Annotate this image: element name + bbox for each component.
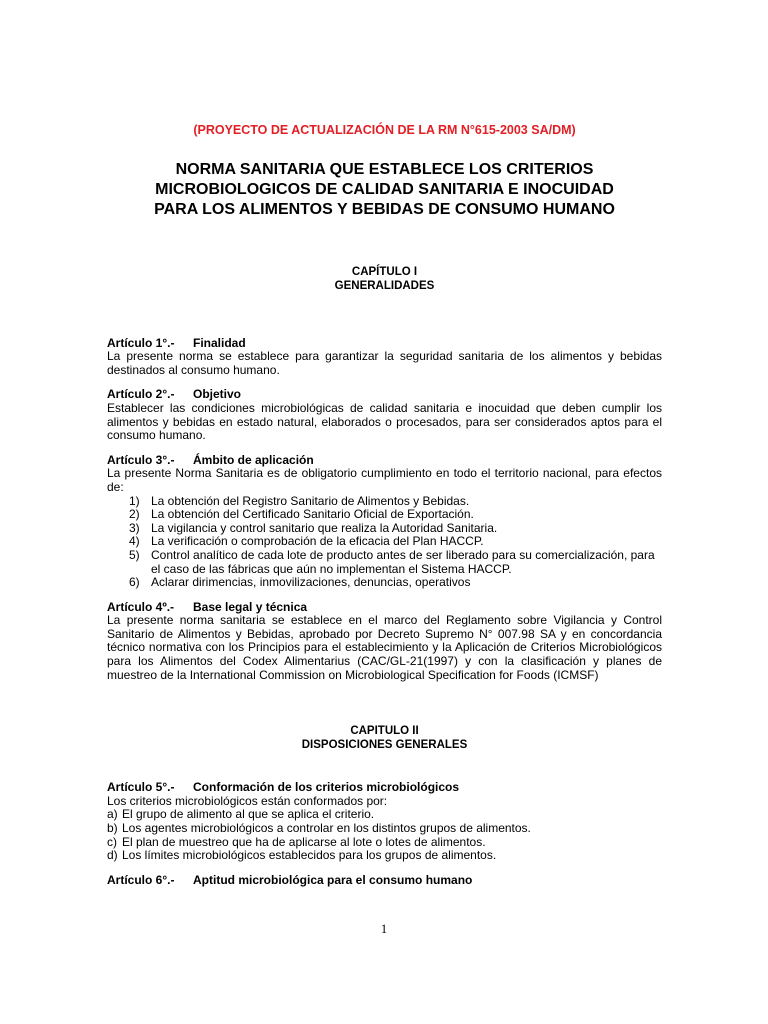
article-title: Conformación de los criterios microbiológicos [193, 780, 460, 795]
list-item-text: Los agentes microbiológicos a controlar en los distintos grupos de alimentos. [122, 821, 531, 836]
list-marker: 4) [129, 534, 140, 549]
numbered-list [107, 495, 662, 590]
chapter-title: DISPOSICIONES GENERALES [301, 739, 468, 752]
article-heading [107, 388, 662, 402]
article-text: La presente Norma Sanitaria es de obligatorio cumplimiento en todo el territorio nacional, para efectos de: [107, 466, 662, 494]
article-number: Artículo 3°.- [107, 452, 175, 467]
article-text: Los criterios microbiológicos están conformados por: [107, 793, 388, 808]
list-marker: 2) [129, 507, 140, 522]
list-item [107, 808, 662, 822]
list-item [107, 549, 662, 576]
page-content [107, 124, 662, 898]
main-title-line: MICROBIOLOGICOS DE CALIDAD SANITARIA E INOCUIDAD [155, 180, 614, 198]
list-item [107, 822, 662, 836]
list-item-text: Control analítico de cada lote de producto antes de ser liberado para su comercialización, para el caso de las fábricas que aún no implementan el Sistema HACCP. [151, 547, 655, 576]
article-heading [107, 454, 662, 468]
list-item-text: El grupo de alimento al que se aplica el criterio. [122, 807, 375, 822]
chapter-number: CAPITULO II [350, 725, 419, 738]
chapter-title: GENERALIDADES [334, 279, 435, 292]
list-item [107, 576, 662, 590]
article-title: Ámbito de aplicación [193, 452, 314, 467]
article-number: Artículo 1°.- [107, 335, 175, 350]
article-title: Aptitud microbiológica para el consumo humano [193, 872, 473, 887]
main-title-line: NORMA SANITARIA QUE ESTABLECE LOS CRITERIOS [175, 160, 594, 178]
article-heading [107, 874, 662, 888]
list-marker: 1) [129, 493, 140, 508]
article-2 [107, 388, 662, 442]
main-title-line: PARA LOS ALIMENTOS Y BEBIDAS DE CONSUMO HUMANO [154, 200, 615, 218]
list-item-text: La obtención del Registro Sanitario de Alimentos y Bebidas. [151, 493, 470, 508]
article-number: Artículo 6°.- [107, 872, 175, 887]
list-marker: 3) [129, 520, 140, 535]
list-item-text: El plan de muestreo que ha de aplicarse al lote o lotes de alimentos. [122, 834, 486, 849]
article-heading [107, 337, 662, 351]
list-item [107, 508, 662, 522]
chapter-number: CAPÍTULO I [351, 265, 418, 278]
list-marker: b) [107, 821, 118, 836]
article-text: La presente norma sanitaria se establece en el marco del Reglamento sobre Vigilancia y Control Sanitario de Alimentos y Bebidas, aprobado por Decreto Supremo N° 007.98 SA y en concordancia técnico normativa con los Principios para el establecimiento y la Aplicación de Criterios Microbiológicos para los Alimentos del Codex Alimentarius (CAC/GL-21(1997) y con la clasificación y planes de muestreo de la International Commission on Microbiological Specification for Foods (ICMSF) [107, 613, 662, 682]
article-6 [107, 874, 662, 888]
list-marker: d) [107, 848, 118, 863]
article-1 [107, 337, 662, 378]
article-text: Establecer las condiciones microbiológicas de calidad sanitaria e inocuidad que deben cumplir los alimentos y bebidas en estado natural, elaborados o procesados, para ser considerados aptos para el consumo humano. [107, 400, 662, 443]
list-item-text: La vigilancia y control sanitario que realiza la Autoridad Sanitaria. [151, 520, 498, 535]
article-title: Objetivo [193, 387, 242, 402]
list-item [107, 522, 662, 536]
article-number: Artículo 4º.- [107, 599, 175, 614]
list-item [107, 836, 662, 850]
article-4 [107, 601, 662, 683]
main-title [107, 160, 662, 220]
article-number: Artículo 5°.- [107, 780, 175, 795]
list-item-text: La obtención del Certificado Sanitario Oficial de Exportación. [151, 507, 474, 522]
article-5 [107, 781, 662, 863]
chapter-2-heading [107, 724, 662, 752]
page-number: 1 [380, 922, 388, 936]
list-marker: c) [107, 834, 117, 849]
list-item [107, 535, 662, 549]
article-heading [107, 601, 662, 615]
list-item [107, 495, 662, 509]
article-title: Finalidad [193, 335, 246, 350]
list-marker: 5) [129, 547, 140, 562]
list-marker: a) [107, 807, 118, 822]
chapter-1-heading [107, 265, 662, 293]
list-item-text: Aclarar dirimencias, inmovilizaciones, denuncias, operativos [151, 575, 471, 590]
list-item-text: La verificación o comprobación de la eficacia del Plan HACCP. [151, 534, 484, 549]
lettered-list [107, 808, 662, 862]
article-text: La presente norma se establece para garantizar la seguridad sanitaria de los alimentos y bebidas destinados al consumo humano. [107, 349, 662, 377]
list-item [107, 849, 662, 863]
article-heading [107, 781, 662, 795]
list-marker: 6) [129, 575, 140, 590]
project-title: (PROYECTO DE ACTUALIZACIÓN DE LA RM N°615-2003 SA/DM) [193, 123, 576, 137]
article-number: Artículo 2°.- [107, 387, 175, 402]
article-title: Base legal y técnica [193, 599, 308, 614]
list-item-text: Los límites microbiológicos establecidos para los grupos de alimentos. [122, 848, 497, 863]
article-3 [107, 454, 662, 590]
